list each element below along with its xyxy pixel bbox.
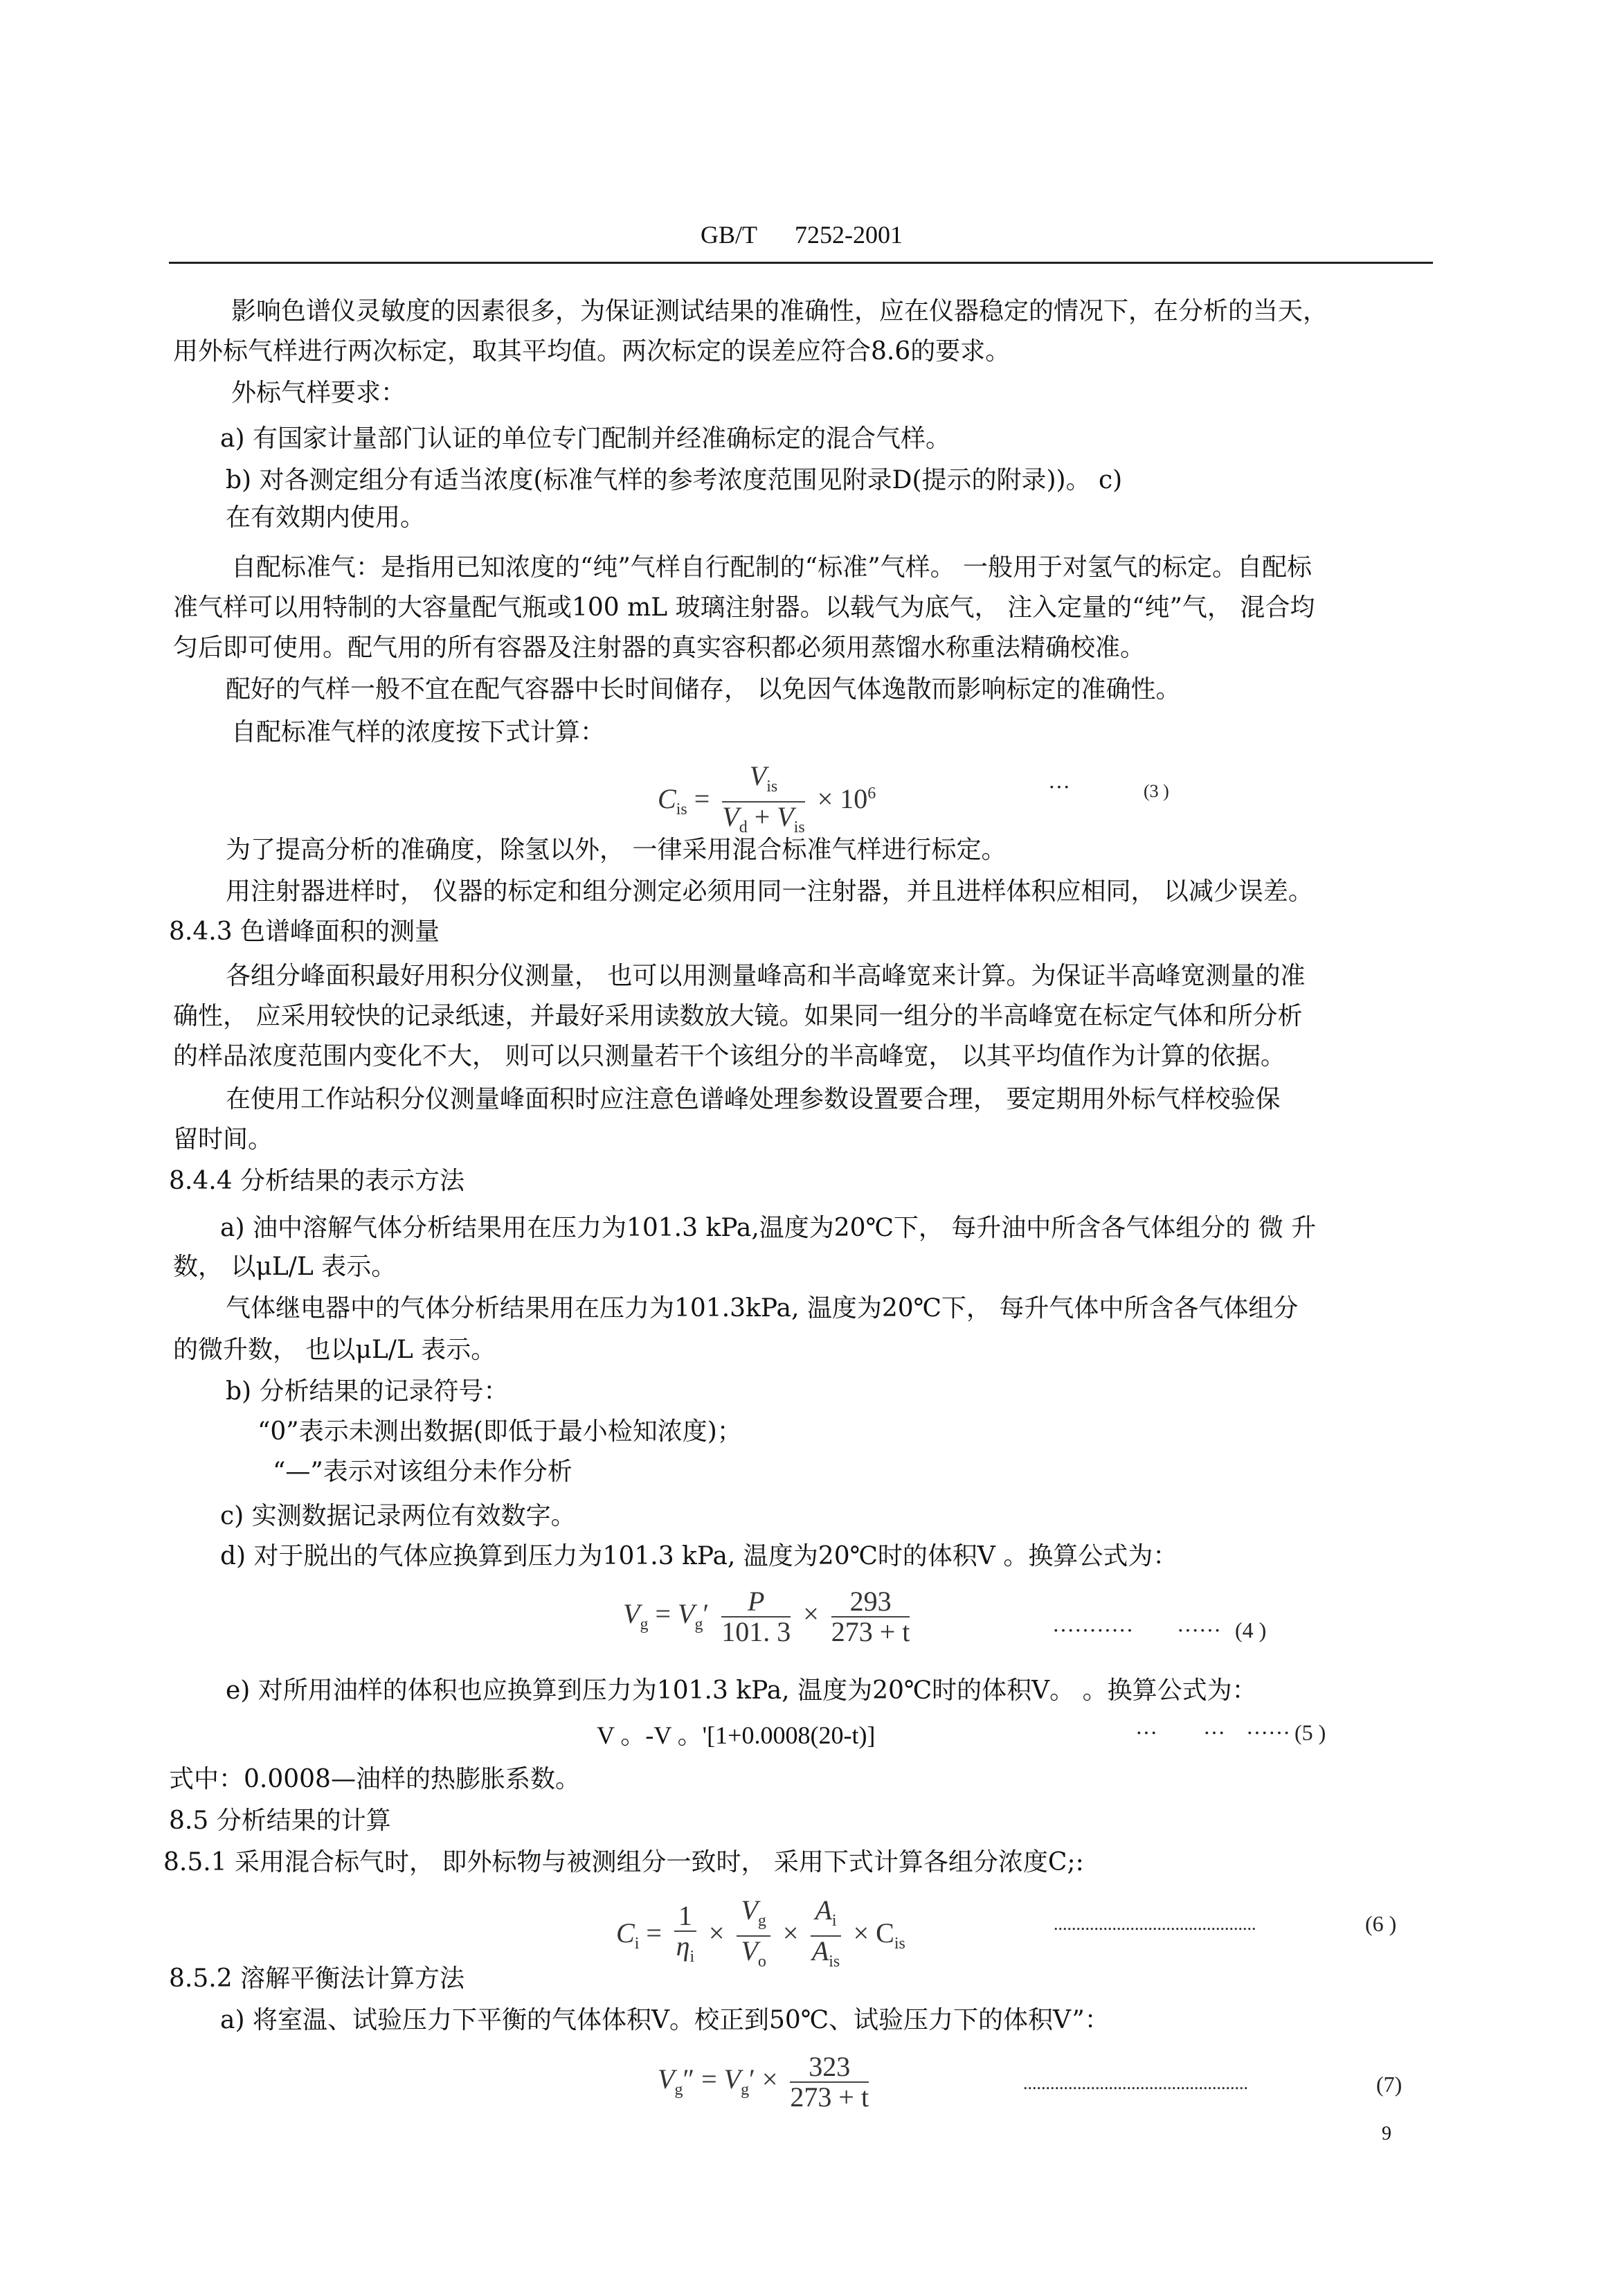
paragraph-line: 式中：0.0008—油样的热膨胀系数。 xyxy=(169,1765,580,1793)
paragraph-line: 为了提高分析的准确度，除氢以外， 一律采用混合标准气样进行标定。 xyxy=(226,836,1007,864)
paragraph-line: 留时间。 xyxy=(173,1125,273,1154)
list-item: e) 对所用油样的体积也应换算到压力为101.3 kPa, 温度为20℃时的体积V。 。换算公式为： xyxy=(226,1676,1257,1705)
equation-6-number: (6 ) xyxy=(1365,1911,1397,1936)
equation-5-dots: ······ xyxy=(1246,1720,1290,1745)
paragraph-line: 各组分峰面积最好用积分仪测量， 也可以用测量峰高和半高峰宽来计算。为保证半高峰宽测量的准 xyxy=(226,962,1306,990)
equation-4: $V_g = V_g'$ $\frac{P}{101. 3}$ × $\frac{293}{273 + t}$ xyxy=(623,1586,910,1647)
paragraph-line: 在使用工作站积分仪测量峰面积时应注意色谱峰处理参数设置要合理， 要定期用外标气样校验保 xyxy=(226,1085,1281,1113)
list-item: a) 油中溶解气体分析结果用在压力为101.3 kPa,温度为20℃下， 每升油中所含各气体组分的 微 升 xyxy=(220,1214,1317,1242)
equation-6: $C_i$ = $\frac{1}{\eta_i}$ × $\frac{V_g}{V_o}$ × $\frac{A_i}{A_{is}}$ × $C_{is}$ xyxy=(616,1894,905,1971)
paragraph-line: 气体继电器中的气体分析结果用在压力为101.3kPa, 温度为20℃下， 每升气体中所含各气体组分 xyxy=(226,1294,1299,1323)
equation-3-number: (3 ) xyxy=(1144,781,1169,801)
header-number: 7252-2001 xyxy=(795,221,903,249)
paragraph-line: 的微升数， 也以μL/L 表示。 xyxy=(173,1336,496,1364)
paragraph-line: 匀后即可使用。配气用的所有容器及注射器的真实容积都必须用蒸馏水称重法精确校准。 xyxy=(173,634,1146,662)
paragraph-line: 用注射器进样时， 仪器的标定和组分测定必须用同一注射器，并且进样体积应相同， 以减少误差。 xyxy=(226,877,1313,906)
list-item: b) 对各测定组分有适当浓度(标准气样的参考浓度范围见附录D(提示的附录))。 c) xyxy=(226,466,1123,494)
paragraph-line: 自配标准气：是指用已知浓度的“纯”气样自行配制的“标准”气样。 一般用于对氢气的标定。自配标 xyxy=(231,553,1312,582)
equation-5-number: (5 ) xyxy=(1294,1720,1326,1745)
list-item: b) 分析结果的记录符号： xyxy=(226,1377,509,1406)
paragraph-line: 配好的气样一般不宜在配气容器中长时间储存， 以免因气体逸散而影响标定的准确性。 xyxy=(226,675,1181,704)
equation-7: $V_g'' = V_g'$ × $\frac{323}{273 + t}$ xyxy=(658,2051,869,2113)
paragraph-line: 外标气样要求： xyxy=(231,379,406,407)
list-item: “0”表示未测出数据(即低于最小检知浓度)； xyxy=(258,1417,742,1446)
paragraph-line: 影响色谱仪灵敏度的因素很多，为保证测试结果的准确性，应在仪器稳定的情况下，在分析的当天， xyxy=(231,297,1328,325)
header-rule xyxy=(169,262,1433,264)
paragraph-line: 用外标气样进行两次标定，取其平均值。两次标定的误差应符合8.6的要求。 xyxy=(173,337,1011,366)
list-item: c) 实测数据记录两位有效数字。 xyxy=(220,1502,576,1530)
list-item: d) 对于脱出的气体应换算到压力为101.3 kPa, 温度为20℃时的体积V 。换算公式为： xyxy=(220,1542,1178,1570)
paragraph-line: 确性， 应采用较快的记录纸速，并最好采用读数放大镜。如果同一组分的半高峰宽在标定气体和所分析 xyxy=(173,1002,1303,1030)
paragraph-line: 的样品浓度范围内变化不大， 则可以只测量若干个该组分的半高峰宽， 以其平均值作为计算的依据。 xyxy=(173,1042,1285,1070)
equation-4-number: (4 ) xyxy=(1235,1618,1267,1642)
paragraph-line: 准气样可以用特制的大容量配气瓶或100 mL 玻璃注射器。以载气为底气， 注入定量的“纯”气， 混合均 xyxy=(173,593,1315,622)
list-item: “—”表示对该组分未作分析 xyxy=(273,1458,572,1486)
equation-3: $C_{is}$ = $\frac{V_{is}}{V_d + V_{is}}$ × $10^6$ xyxy=(658,760,876,836)
equation-4-dots: ······ xyxy=(1177,1618,1221,1642)
list-item: a) 有国家计量部门认证的单位专门配制并经准确标定的混合气样。 xyxy=(220,424,950,453)
equation-7-dots: .................................................. xyxy=(1023,2073,1248,2093)
page-number: 9 xyxy=(1382,2123,1391,2144)
paragraph-line: 自配标准气样的浓度按下式计算： xyxy=(231,718,606,746)
equation-3-dots: ··· xyxy=(1048,774,1070,799)
equation-5-dots: ··· xyxy=(1203,1720,1225,1745)
section-heading-8-4-3: 8.4.3 色谱峰面积的测量 xyxy=(169,917,440,946)
equation-5-dots: ··· xyxy=(1135,1720,1157,1745)
header-standard: GB/T xyxy=(701,221,758,249)
section-heading-8-5-2: 8.5.2 溶解平衡法计算方法 xyxy=(169,1964,465,1993)
list-item: a) 将室温、试验压力下平衡的气体体积V。校正到50℃、试验压力下的体积V”： xyxy=(220,2006,1110,2034)
list-item: 数， 以μL/L 表示。 xyxy=(173,1253,397,1281)
section-heading-8-5: 8.5 分析结果的计算 xyxy=(169,1807,391,1835)
equation-7-number: (7) xyxy=(1376,2072,1402,2097)
section-heading-8-4-4: 8.4.4 分析结果的表示方法 xyxy=(169,1167,465,1195)
equation-6-dots: ............................................. xyxy=(1054,1914,1256,1934)
section-heading-8-5-1: 8.5.1 采用混合标气时， 即外标物与被测组分一致时， 采用下式计算各组分浓度C;: xyxy=(163,1848,1084,1876)
list-item: 在有效期内使用。 xyxy=(226,503,426,532)
equation-5: V 。-V 。'[1+0.0008(20-t)] xyxy=(597,1721,876,1749)
equation-4-dots: ··········· xyxy=(1052,1618,1134,1642)
